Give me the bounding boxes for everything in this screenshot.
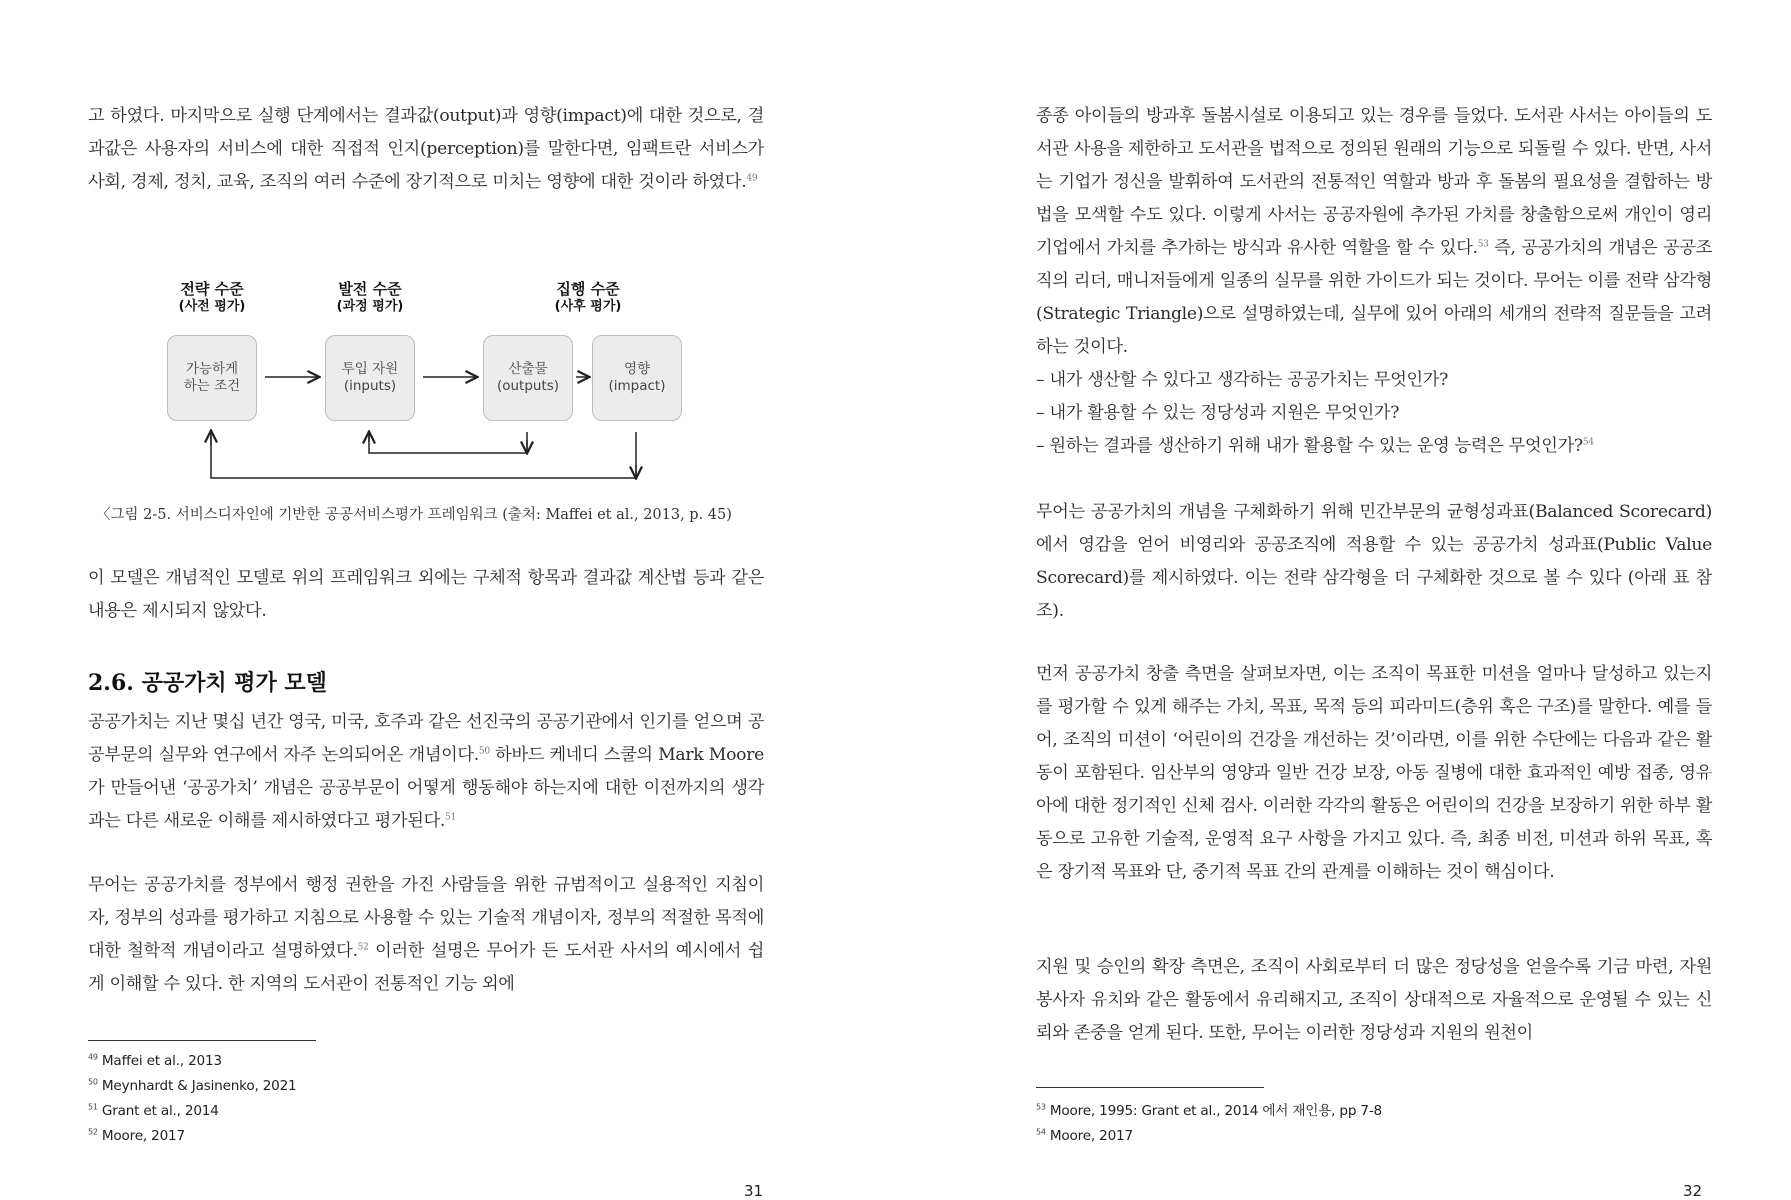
footnote-ref[interactable]: 50 <box>478 746 490 757</box>
box-enabling-conditions: 가능하게 하는 조건 <box>167 335 257 421</box>
footnote: $^{54}$ Moore, 2017 <box>1036 1127 1133 1144</box>
level-label-development: 발전 수준 (과정 평가) <box>336 280 404 314</box>
paragraph: 공공가치는 지난 몇십 년간 영국, 미국, 호주과 같은 선진국의 공공기관에서 인기를 얻으며 공공부문의 실무와 연구에서 자주 논의되어온 개념이다.$^{50}$ 하바드 케네디 스쿨의 Mark Moore가 만들어낸 ‘공공가치’ 개념은 공공부문이 어떻게 행동해야 하는지에 대한 이전까지의 생각과는 다른 새로운 이해를 제시하였다고 평가된다.$^{51}$ <box>88 712 764 831</box>
footnote-divider <box>88 1040 316 1041</box>
paragraph: 무어는 공공가치의 개념을 구체화하기 위해 민간부문의 균형성과표(Balanced Scorecard)에서 영감을 얻어 비영리와 공공조직에 적용할 수 있는 공공가치 성과표(Public Value Scorecard)를 제시하였다. 이는 전략 삼각형을 더 구체화한 것으로 볼 수 있다 (아래 표 참조). <box>1036 502 1712 621</box>
footnote-divider <box>1036 1087 1264 1088</box>
figure-caption: 〈그림 2-5. 서비스디자인에 기반한 공공서비스평가 프레임워크 (출처: Maffei et al., 2013, p. 45) <box>96 507 732 523</box>
list-item: – 내가 활용할 수 있는 정당성과 지원은 무엇인가? <box>1036 403 1400 423</box>
left-page <box>0 0 895 1200</box>
footnote-ref[interactable]: 49 <box>746 173 758 184</box>
evaluation-framework-diagram <box>0 270 895 490</box>
paragraph: 종종 아이들의 방과후 돌봄시설로 이용되고 있는 경우를 들었다. 도서관 사서는 아이들의 도서관 사용을 제한하고 도서관을 법적으로 정의된 원래의 기능으로 되돌릴 수 있다. 반면, 사서는 기업가 정신을 발휘하여 도서관의 전통적인 역할과 방과 후 돌봄의 필요성을 결합하는 방법을 모색할 수도 있다. 이렇게 사서는 공공자원에 추가된 가치를 창출함으로써 개인이 영리 기업에서 가치를 추가하는 방식과 유사한 역할을 할 수 있다.$^{53}$ 즉, 공공가치의 개념은 공공조직의 리더, 매니저들에게 일종의 실무를 위한 가이드가 되는 것이다. 무어는 이를 전략 삼각형(Strategic Triangle)으로 설명하였는데, 실무에 있어 아래의 세개의 전략적 질문들을 고려하는 것이다. <box>1036 106 1712 357</box>
diagram-arrows <box>0 270 895 490</box>
paragraph: 지원 및 승인의 확장 측면은, 조직이 사회로부터 더 많은 정당성을 얻을수록 기금 마련, 자원봉사자 유치와 같은 활동에서 유리해지고, 조직이 상대적으로 자율적으로 운영될 수 있는 신뢰와 존중을 얻게 된다. 또한, 무어는 이러한 정당성과 지원의 원천이 <box>1036 957 1712 1043</box>
footnote: $^{49}$ Maffei et al., 2013 <box>88 1052 222 1069</box>
paragraph: 먼저 공공가치 창출 측면을 살펴보자면, 이는 조직이 목표한 미션을 얼마나 달성하고 있는지를 평가할 수 있게 해주는 가치, 목표, 목적 등의 피라미드(층위 혹은 구조)를 말한다. 예를 들어, 조직의 미션이 ‘어린이의 건강을 개선하는 것’이라면, 이를 위한 수단에는 다음과 같은 활동이 포함된다. 임산부의 영양과 일반 건강 보장, 아동 질병에 대한 효과적인 예방 접종, 영유아에 대한 정기적인 신체 검사. 이러한 각각의 활동은 어린이의 건강을 보장하기 위한 하부 활동으로 고유한 기술적, 운영적 요구 사항을 가지고 있다. 즉, 최종 비전, 미션과 하위 목표, 혹은 장기적 목표와 단, 중기적 목표 간의 관계를 이해하는 것이 핵심이다. <box>1036 664 1712 882</box>
box-impact: 영향 (impact) <box>592 335 682 421</box>
feedback-arrow-outputs-to-inputs <box>369 432 527 453</box>
paragraph: 이 모델은 개념적인 모델로 위의 프레임워크 외에는 구체적 항목과 결과값 계산법 등과 같은 내용은 제시되지 않았다. <box>88 568 764 621</box>
list-item: – 내가 생산할 수 있다고 생각하는 공공가치는 무엇인가? <box>1036 370 1449 390</box>
page-number: 32 <box>1683 1182 1703 1200</box>
section-heading: 2.6. 공공가치 평가 모델 <box>88 670 327 696</box>
list-item: – 원하는 결과를 생산하기 위해 내가 활용할 수 있는 운영 능력은 무엇인가?$^{54}$ <box>1036 436 1594 456</box>
box-outputs: 산출물 (outputs) <box>483 335 573 421</box>
right-page <box>896 0 1791 1200</box>
paragraph: 무어는 공공가치를 정부에서 행정 권한을 가진 사람들을 위한 규범적이고 실용적인 지침이자, 정부의 성과를 평가하고 지침으로 사용할 수 있는 기술적 개념이자, 정부의 적절한 목적에 대한 철학적 개념이라고 설명하였다.$^{52}$ 이러한 설명은 무어가 든 도서관 사서의 예시에서 쉽게 이해할 수 있다. 한 지역의 도서관이 전통적인 기능 외에 <box>88 875 764 994</box>
footnote-ref[interactable]: 54 <box>1582 437 1594 448</box>
footnote: $^{53}$ Moore, 1995: Grant et al., 2014 에서 재인용, pp 7-8 <box>1036 1102 1382 1119</box>
level-label-execution: 집행 수준 (사후 평가) <box>554 280 622 314</box>
page-number: 31 <box>744 1182 764 1200</box>
paragraph: 고 하였다. 마지막으로 실행 단계에서는 결과값(output)과 영향(impact)에 대한 것으로, 결과값은 사용자의 서비스에 대한 직접적 인지(perception)를 말한다면, 임팩트란 서비스가 사회, 경제, 정치, 교육, 조직의 여러 수준에 장기적으로 미치는 영향에 대한 것이라 하였다.$^{49}$ <box>88 106 764 192</box>
footnote-ref[interactable]: 52 <box>357 942 369 953</box>
footnote-ref[interactable]: 53 <box>1477 239 1489 250</box>
footnote-ref[interactable]: 51 <box>445 812 456 823</box>
footnote: $^{50}$ Meynhardt & Jasinenko, 2021 <box>88 1077 297 1094</box>
level-label-strategic: 전략 수준 (사전 평가) <box>178 280 246 314</box>
box-inputs: 투입 자원 (inputs) <box>325 335 415 421</box>
feedback-arrow-impact-to-conditions <box>211 432 636 478</box>
footnote: $^{51}$ Grant et al., 2014 <box>88 1102 219 1119</box>
footnote: $^{52}$ Moore, 2017 <box>88 1127 185 1144</box>
